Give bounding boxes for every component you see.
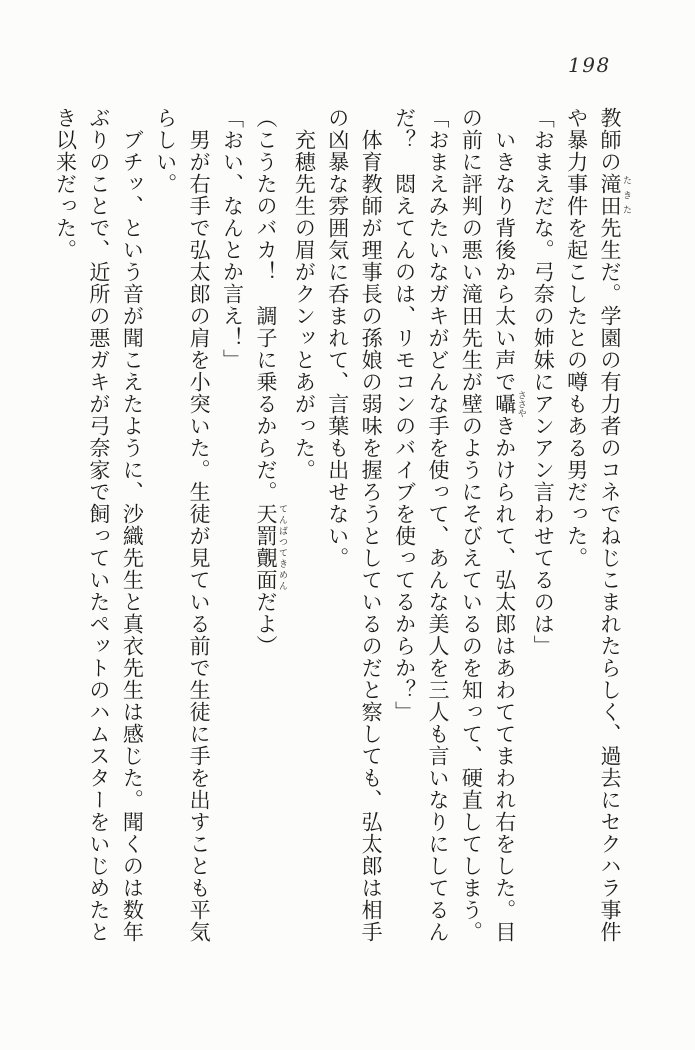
paragraph: いきなり背後から太い声で囁 ささやきかけられて、弘太郎はあわててまわれ右をした。目の前に評判の悪い滝田先生が壁のようにそびえているのを知って、硬直してしまう。 [459, 107, 526, 943]
paragraph: （こうたのバカ！ 調子に乗るからだ。天罰覿面 てんばつてきめんだよ） [253, 107, 287, 657]
page-number: 198 [568, 53, 611, 77]
furigana: てんばつてきめん [276, 503, 287, 591]
paragraph: 「おい、なんとか言え！」 [220, 107, 245, 371]
ruby-annotated-text: 天罰覿面 てんばつてきめん [253, 503, 287, 591]
paragraph: 「おまえだな。弓奈の姉妹にアンアン言わせてるのは」 [531, 107, 556, 657]
paragraph: 男が右手で弘太郎の肩を小突いた。生徒が見ている前で生徒に手を出すことも平気らしい。 [153, 107, 212, 943]
body-text [48, 107, 631, 947]
paragraph: 体育教師が理事長の孫娘の弱味を握ろうとしているのだと察しても、弘太郎は相手の凶暴な雰囲気に呑まれて、言葉も出せない。 [325, 107, 384, 943]
paragraph: 充穂先生の眉がクンッとあがった。 [292, 129, 317, 481]
ruby-annotated-text: 囁 ささや [492, 390, 526, 418]
furigana: たきた [621, 173, 631, 217]
paragraph: ブチッ、という音が聞こえたように、沙織先生と真衣先生は感じた。聞くのは数年ぶりのことで、近所の悪ガキが弓奈家で飼っていたペットのハムスターをいじめたとき以来だった。 [53, 107, 145, 943]
ruby-annotated-text: 滝田 たきた [598, 173, 631, 217]
paragraph: 「おまえみたいなガキがどんな手を使って、あんな美人を三人も言いなりにしてるんだ？ 悶えてんのは、リモコンのバイブを使ってるからか？」 [392, 107, 450, 943]
furigana: ささや [515, 390, 526, 418]
paragraph: 教師の滝田 たきた先生だ。学園の有力者のコネでねじこまれたらしく、過去にセクハラ事件や暴力事件を起こしたとの噂もある男だった。 [564, 107, 631, 943]
